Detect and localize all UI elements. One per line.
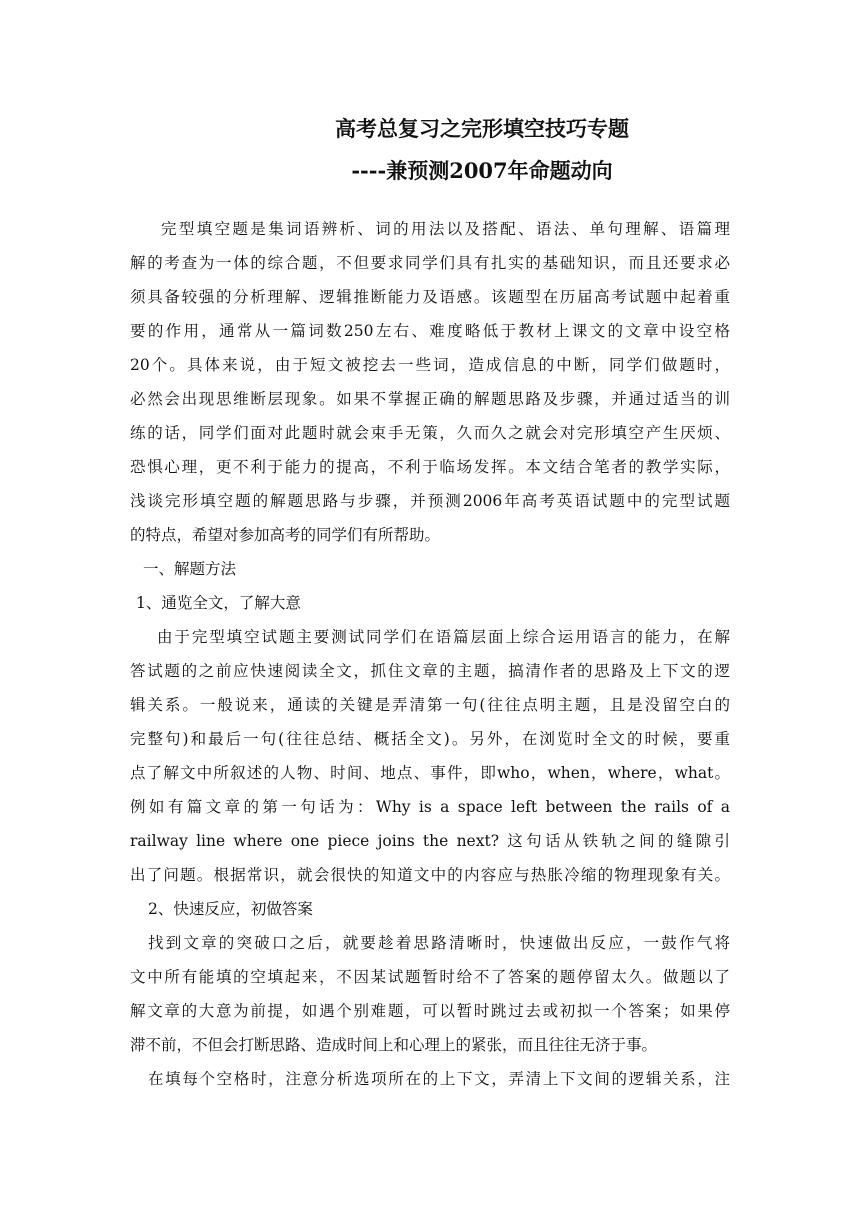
body-line: 完整句)和最后一句(往往总结、概括全文)。另外，在浏览时全文的时候，要重 <box>130 730 730 748</box>
body-line: 找到文章的突破口之后，就要趁着思路清晰时，快速做出反应，一鼓作气将 <box>148 934 730 952</box>
body-line: 浅谈完形填空题的解题思路与步骤，并预测2006年高考英语试题中的完型试题 <box>130 492 730 510</box>
body-line: 例如有篇文章的第一句话为：Why is a space left between the rails of a <box>130 798 730 816</box>
body-line: 出了问题。根据常识，就会很快的知道文中的内容应与热胀冷缩的物理现象有关。 <box>130 866 730 884</box>
body-line: 在填每个空格时，注意分析选项所在的上下文，弄清上下文间的逻辑关系，注 <box>148 1070 730 1088</box>
document-title: 高考总复习之完形填空技巧专题 <box>335 116 629 141</box>
body-line: 辑关系。一般说来，通读的关键是弄清第一句(往往点明主题，且是没留空白的 <box>130 696 730 714</box>
document-subtitle: ----兼预测2007年命题动向 <box>351 158 613 183</box>
subsection-heading: 2、快速反应，初做答案 <box>148 900 313 918</box>
section-heading: 一、解题方法 <box>143 560 237 578</box>
body-line: 解的考查为一体的综合题，不但要求同学们具有扎实的基础知识，而且还要求必 <box>130 254 730 272</box>
body-line: 答试题的之前应快速阅读全文，抓住文章的主题，搞清作者的思路及上下文的逻 <box>130 662 730 680</box>
body-line: 20个。具体来说，由于短文被挖去一些词，造成信息的中断，同学们做题时， <box>130 356 730 374</box>
body-line: 由于完型填空试题主要测试同学们在语篇层面上综合运用语言的能力，在解 <box>157 628 730 646</box>
body-line: 须具备较强的分析理解、逻辑推断能力及语感。该题型在历届高考试题中起着重 <box>130 288 730 306</box>
body-line: 必然会出现思维断层现象。如果不掌握正确的解题思路及步骤，并通过适当的训 <box>130 390 730 408</box>
body-line: 完型填空题是集词语辨析、词的用法以及搭配、语法、单句理解、语篇理 <box>161 220 730 238</box>
body-line: 练的话，同学们面对此题时就会束手无策，久而久之就会对完形填空产生厌烦、 <box>130 424 730 442</box>
body-line: 解文章的大意为前提，如遇个别难题，可以暂时跳过去或初拟一个答案；如果停 <box>130 1002 730 1020</box>
body-line: 的特点，希望对参加高考的同学们有所帮助。 <box>130 526 441 544</box>
body-line: 文中所有能填的空填起来，不因某试题暂时给不了答案的题停留太久。做题以了 <box>130 968 730 986</box>
body-line: railway line where one piece joins the next? 这句话从铁轨之间的缝隙引 <box>130 832 730 850</box>
body-line: 要的作用，通常从一篇词数250左右、难度略低于教材上课文的文章中设空格 <box>130 322 730 340</box>
subsection-heading: 1、通览全文，了解大意 <box>136 594 301 612</box>
body-line: 滞不前，不但会打断思路、造成时间上和心理上的紧张，而且往往无济于事。 <box>130 1036 658 1054</box>
body-line: 点了解文中所叙述的人物、时间、地点、事件，即who，when，where，what。 <box>130 764 730 782</box>
document-body <box>130 212 730 1096</box>
body-line: 恐惧心理，更不利于能力的提高，不利于临场发挥。本文结合笔者的教学实际， <box>130 458 730 476</box>
